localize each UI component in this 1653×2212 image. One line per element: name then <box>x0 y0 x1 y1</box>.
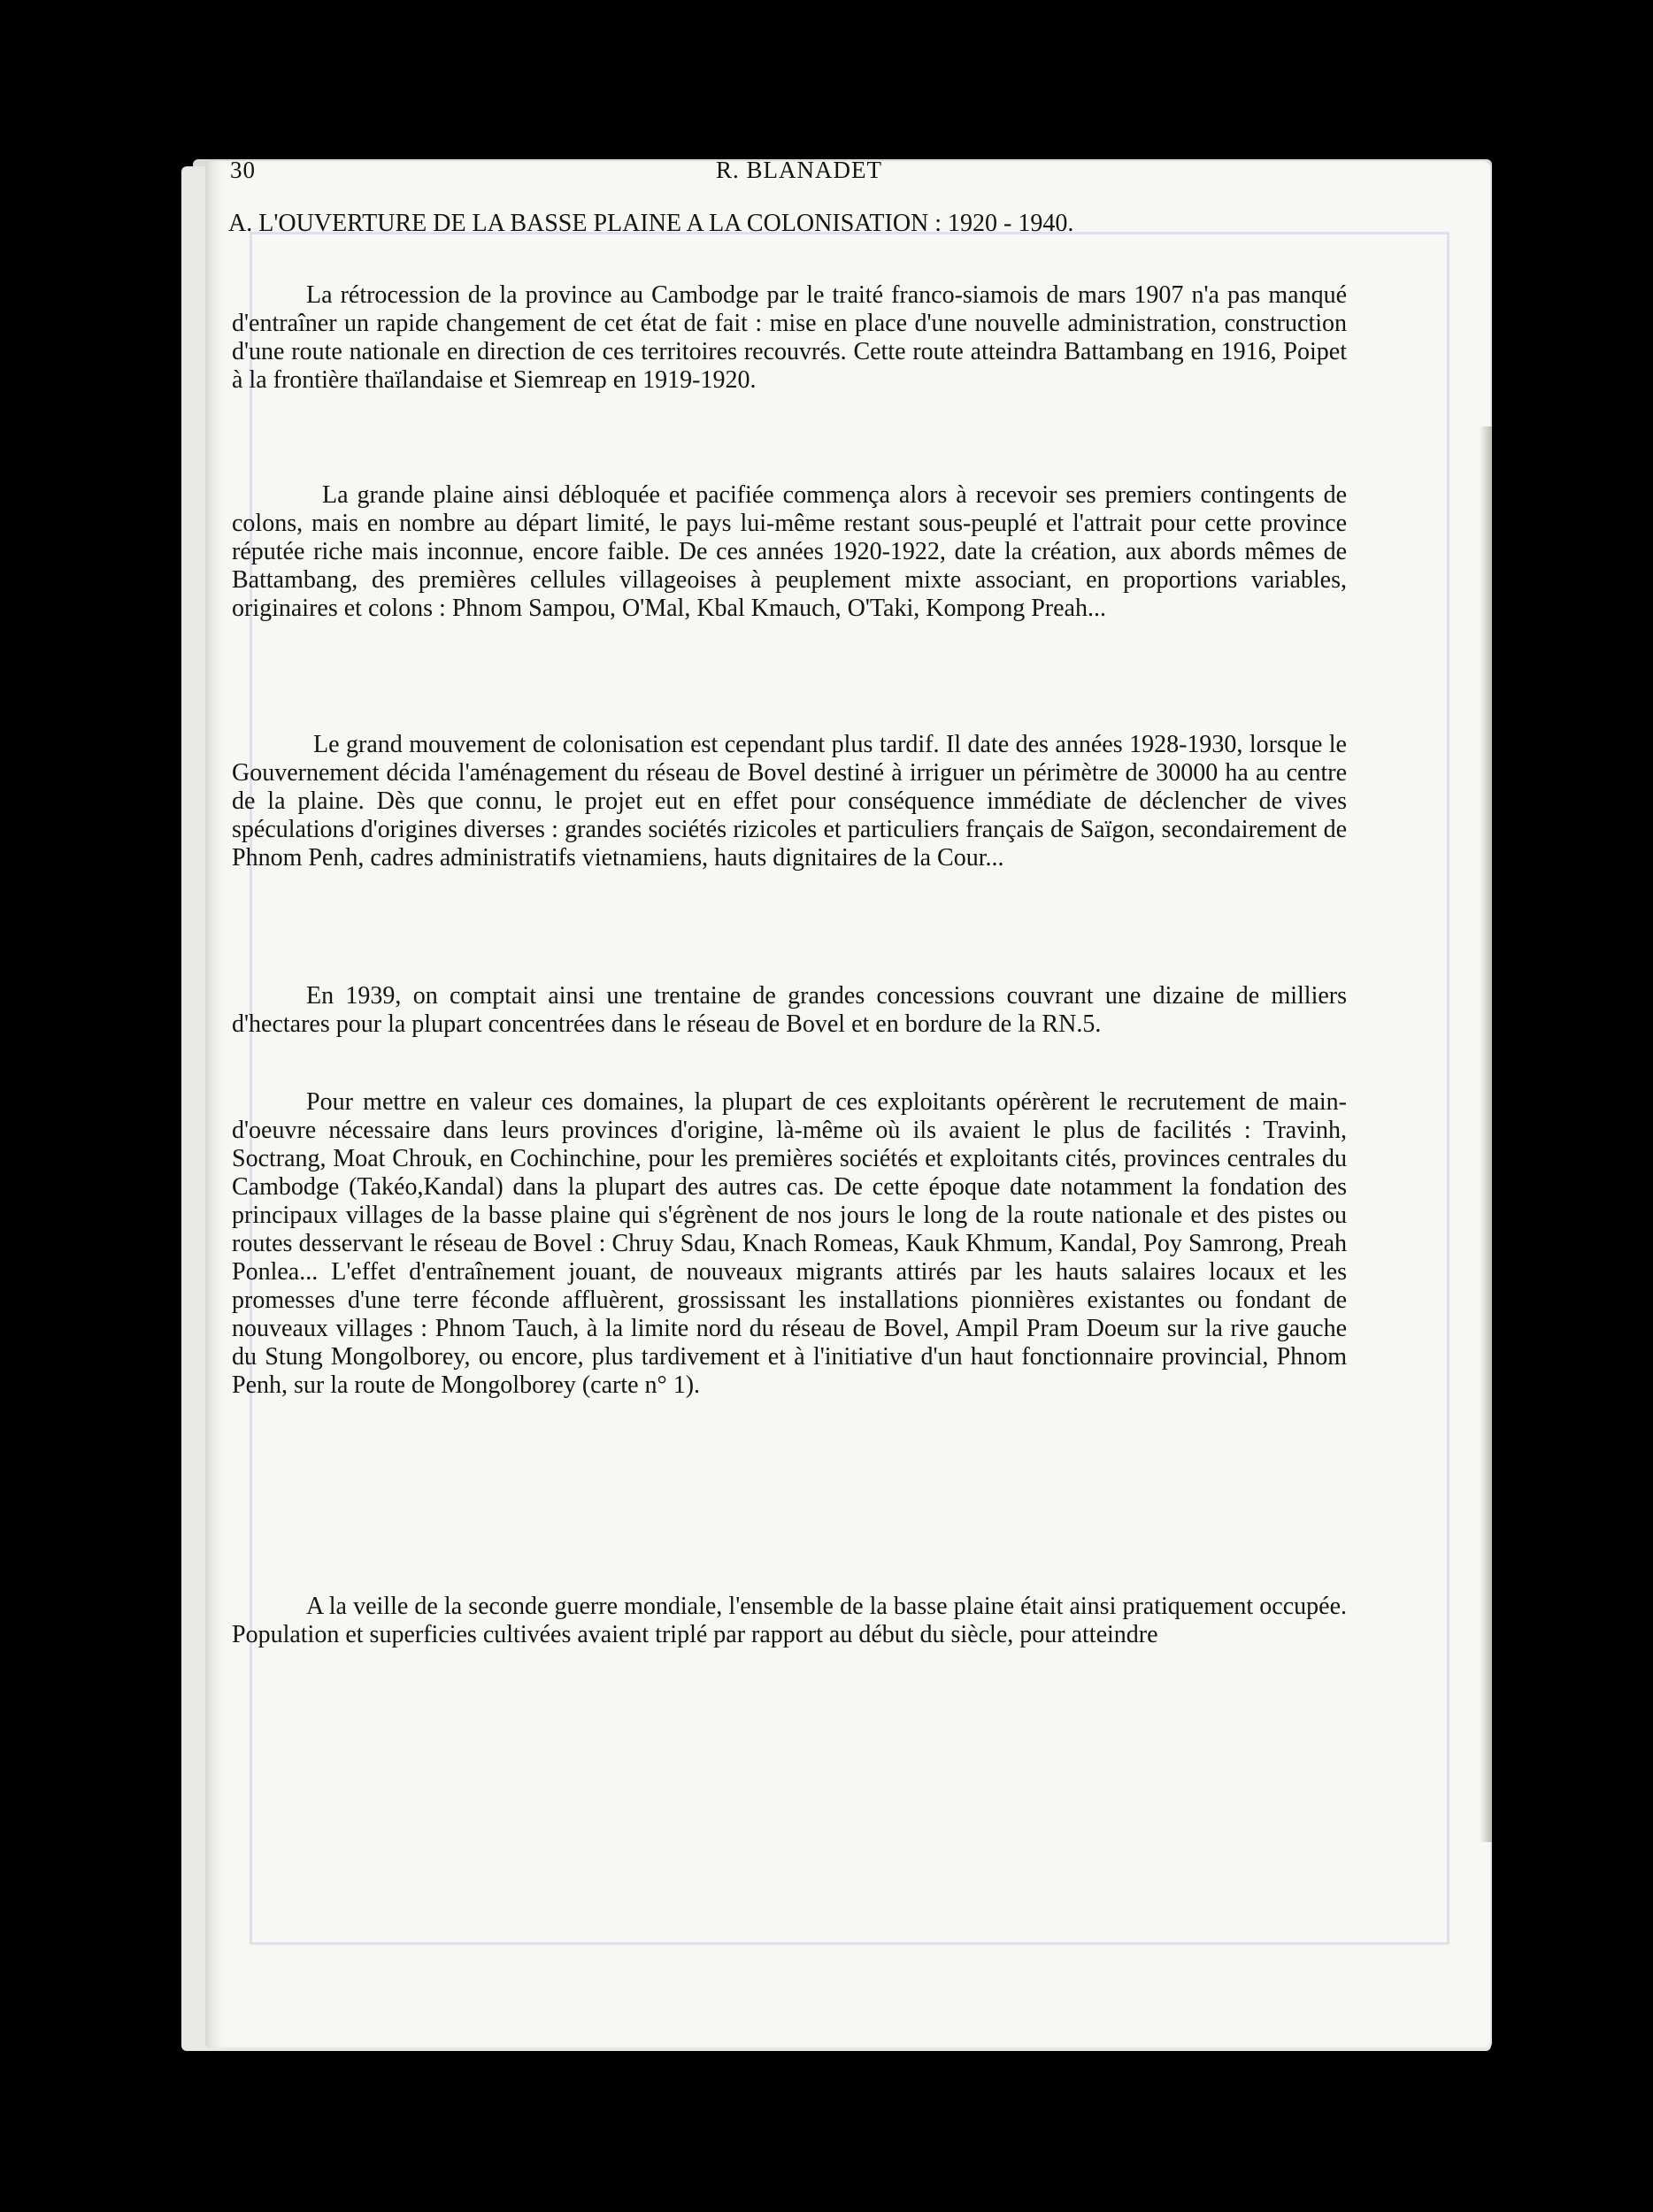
page-number: 30 <box>230 157 256 183</box>
paragraph: A la veille de la seconde guerre mondiale, l'ensemble de la basse plaine était ainsi pratiquement occupée. Population et superficies cultivées avaient triplé par rapport au début du siècle, pour atteindre <box>232 1593 1347 1648</box>
running-head: R. BLANADET <box>716 157 882 183</box>
page-header <box>232 157 1366 192</box>
paragraph: La grande plaine ainsi débloquée et pacifiée commença alors à recevoir ses premiers contingents de colons, mais en nombre au départ limité, le pays lui-même restant sous-peuplé et l'attrait pour cette province réputée riche mais inconnue, encore faible. De ces années 1920-1922, date la création, aux abords mêmes de Battambang, des premières cellules villageoises à peuplement mixte associant, en proportions variables, originaires et colons : Phnom Sampou, O'Mal, Kbal Kmauch, O'Taki, Kompong Preah... <box>232 481 1347 622</box>
paragraph: En 1939, on comptait ainsi une trentaine de grandes concessions couvrant une dizaine de milliers d'hectares pour la plupart concentrées dans le réseau de Bovel et en bordure de la RN.5. <box>232 982 1347 1038</box>
paragraph: Pour mettre en valeur ces domaines, la plupart de ces exploitants opérèrent le recrutement de main-d'oeuvre nécessaire dans leurs provinces d'origine, là-même où ils avaient le plus de facilités : Travinh, Soctrang, Moat Chrouk, en Cochinchine, pour les premières sociétés et exploitants cités, provinces centrales du Cambodge (Takéo,Kandal) dans la plupart des autres cas. De cette époque date notamment la fondation des principaux villages de la basse plaine qui s'égrènent de nos jours le long de la route nationale et des pistes ou routes desservant le réseau de Bovel : Chruy Sdau, Knach Romeas, Kauk Khmum, Kandal, Poy Samrong, Preah Ponlea... L'effet d'entraînement jouant, de nouveaux migrants attirés par les hauts salaires locaux et les promesses d'une terre féconde affluèrent, grossissant les installations pionnières existantes ou fondant de nouveaux villages : Phnom Tauch, à la limite nord du réseau de Bovel, Ampil Pram Doeum sur la rive gauche du Stung Mongolborey, ou encore, plus tardivement et à l'initiative d'un haut fonctionnaire provincial, Phnom Penh, sur la route de Mongolborey (carte n° 1). <box>232 1088 1347 1399</box>
paragraph: Le grand mouvement de colonisation est cependant plus tardif. Il date des années 1928-1930, lorsque le Gouvernement décida l'aménagement du réseau de Bovel destiné à irriguer un périmètre de 30000 ha au centre de la plaine. Dès que connu, le projet eut en effet pour conséquence immédiate de déclencher de vives spéculations d'origines diverses : grandes sociétés rizicoles et particuliers français de Saïgon, secondairement de Phnom Penh, cadres administratifs vietnamiens, hauts dignitaires de la Cour... <box>232 731 1347 872</box>
section-title: A. L'OUVERTURE DE LA BASSE PLAINE A LA COLONISATION : 1920 - 1940. <box>228 210 1074 237</box>
page-gutter-shadow <box>1480 426 1492 1842</box>
paragraph: La rétrocession de la province au Cambodge par le traité franco-siamois de mars 1907 n'a pas manqué d'entraîner un rapide changement de cet état de fait : mise en place d'une nouvelle administration, construction d'une route nationale en direction de ces territoires recouvrés. Cette route atteindra Battambang en 1916, Poipet à la frontière thaïlandaise et Siemreap en 1919-1920. <box>232 281 1347 394</box>
